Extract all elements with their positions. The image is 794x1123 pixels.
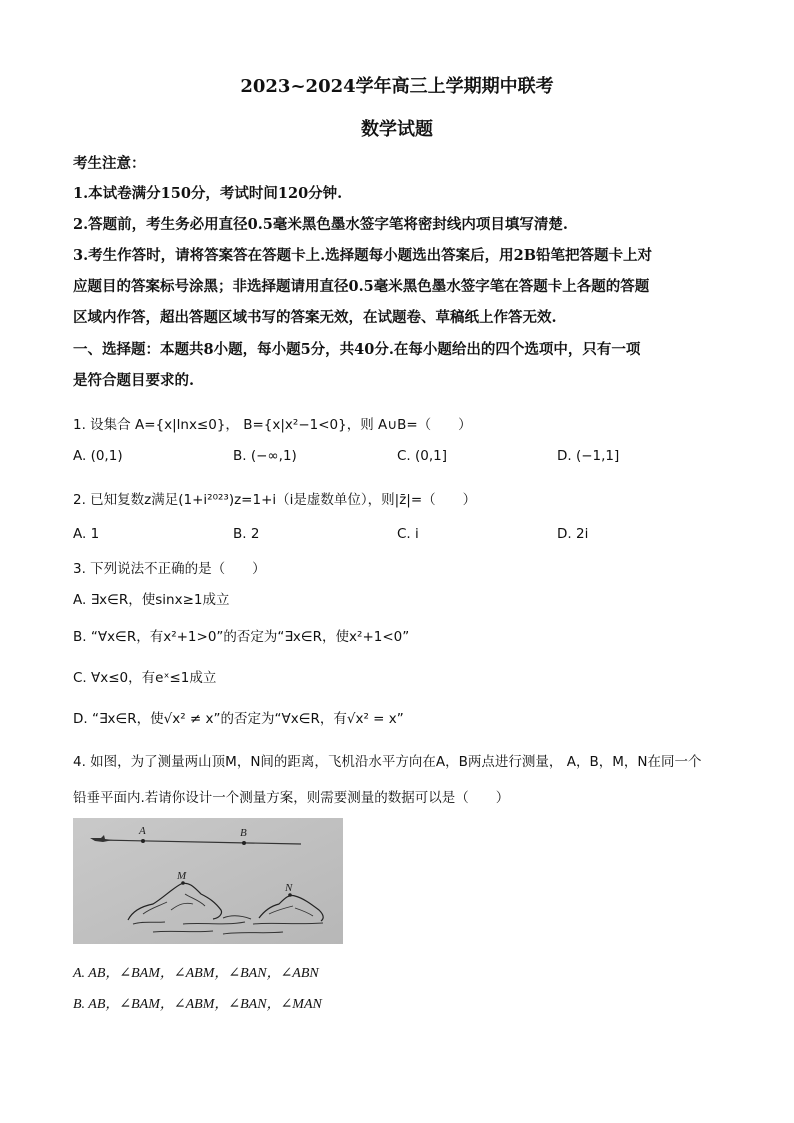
figure-label-b: B	[240, 827, 247, 839]
mountain-measurement-figure	[73, 818, 343, 944]
notice-item: 应题目的答案标号涂黑；非选择题请用直径0.5毫米黑色墨水签字笔在答题卡上各题的答题	[73, 278, 650, 295]
question-2-option-b: B. 2	[233, 526, 260, 542]
figure-label-a: A	[139, 825, 146, 837]
question-4-option-a: A. AB，∠BAM，∠ABM，∠BAN，∠ABN	[73, 966, 319, 981]
question-3-stem: 3. 下列说法不正确的是（ ）	[73, 561, 266, 577]
question-4-option-b: B. AB，∠BAM，∠ABM，∠BAN，∠MAN	[73, 997, 322, 1012]
question-2-option-d: D. 2i	[557, 526, 589, 542]
question-1-option-d: D. (−1,1]	[557, 448, 620, 464]
question-1-option-b: B. (−∞,1)	[233, 448, 297, 464]
notice-item: 3.考生作答时，请将答案答在答题卡上.选择题每小题选出答案后，用2B铅笔把答题卡上对	[73, 247, 653, 264]
page-title: 2023~2024学年高三上学期期中联考	[240, 76, 554, 97]
question-4-stem: 4. 如图，为了测量两山顶M，N间的距离，飞机沿水平方向在A，B两点进行测量， A，B，M，N在同一个	[73, 754, 702, 770]
question-2-stem: 2. 已知复数z满足(1+i²⁰²³)z=1+i（i是虚数单位），则|z̄|=（ ）	[73, 492, 477, 508]
section-heading-cont: 是符合题目要求的.	[73, 372, 195, 389]
question-1-stem: 1. 设集合 A={x|lnx≤0}， B={x|x²−1<0}，则 A∪B=（ ）	[73, 417, 472, 433]
notice-heading: 考生注意：	[73, 155, 146, 172]
question-3-option-a: A. ∃x∈R，使sinx≥1成立	[73, 592, 230, 608]
question-2-option-c: C. i	[397, 526, 419, 542]
page-subtitle: 数学试题	[361, 119, 433, 140]
notice-item: 2.答题前，考生务必用直径0.5毫米黑色墨水签字笔将密封线内项目填写清楚.	[73, 216, 568, 233]
figure-label-n: N	[285, 882, 293, 894]
notice-item: 区域内作答，超出答题区域书写的答案无效，在试题卷、草稿纸上作答无效.	[73, 309, 557, 326]
question-3-option-d: D. “∃x∈R，使√x² ≠ x”的否定为“∀x∈R，有√x² = x”	[73, 711, 404, 727]
question-3-option-c: C. ∀x≤0，有eˣ≤1成立	[73, 670, 217, 686]
figure-label-m: M	[177, 870, 187, 882]
question-2-option-a: A. 1	[73, 526, 100, 542]
notice-item: 1.本试卷满分150分，考试时间120分钟.	[73, 185, 343, 202]
section-heading: 一、选择题：本题共8小题，每小题5分，共40分.在每小题给出的四个选项中，只有一项	[73, 341, 641, 358]
question-4-stem-cont: 铅垂平面内.若请你设计一个测量方案，则需要测量的数据可以是（ ）	[73, 790, 510, 806]
question-3-option-b: B. “∀x∈R，有x²+1>0”的否定为“∃x∈R，使x²+1<0”	[73, 629, 410, 645]
question-1-option-c: C. (0,1]	[397, 448, 448, 464]
question-1-option-a: A. (0,1)	[73, 448, 123, 464]
